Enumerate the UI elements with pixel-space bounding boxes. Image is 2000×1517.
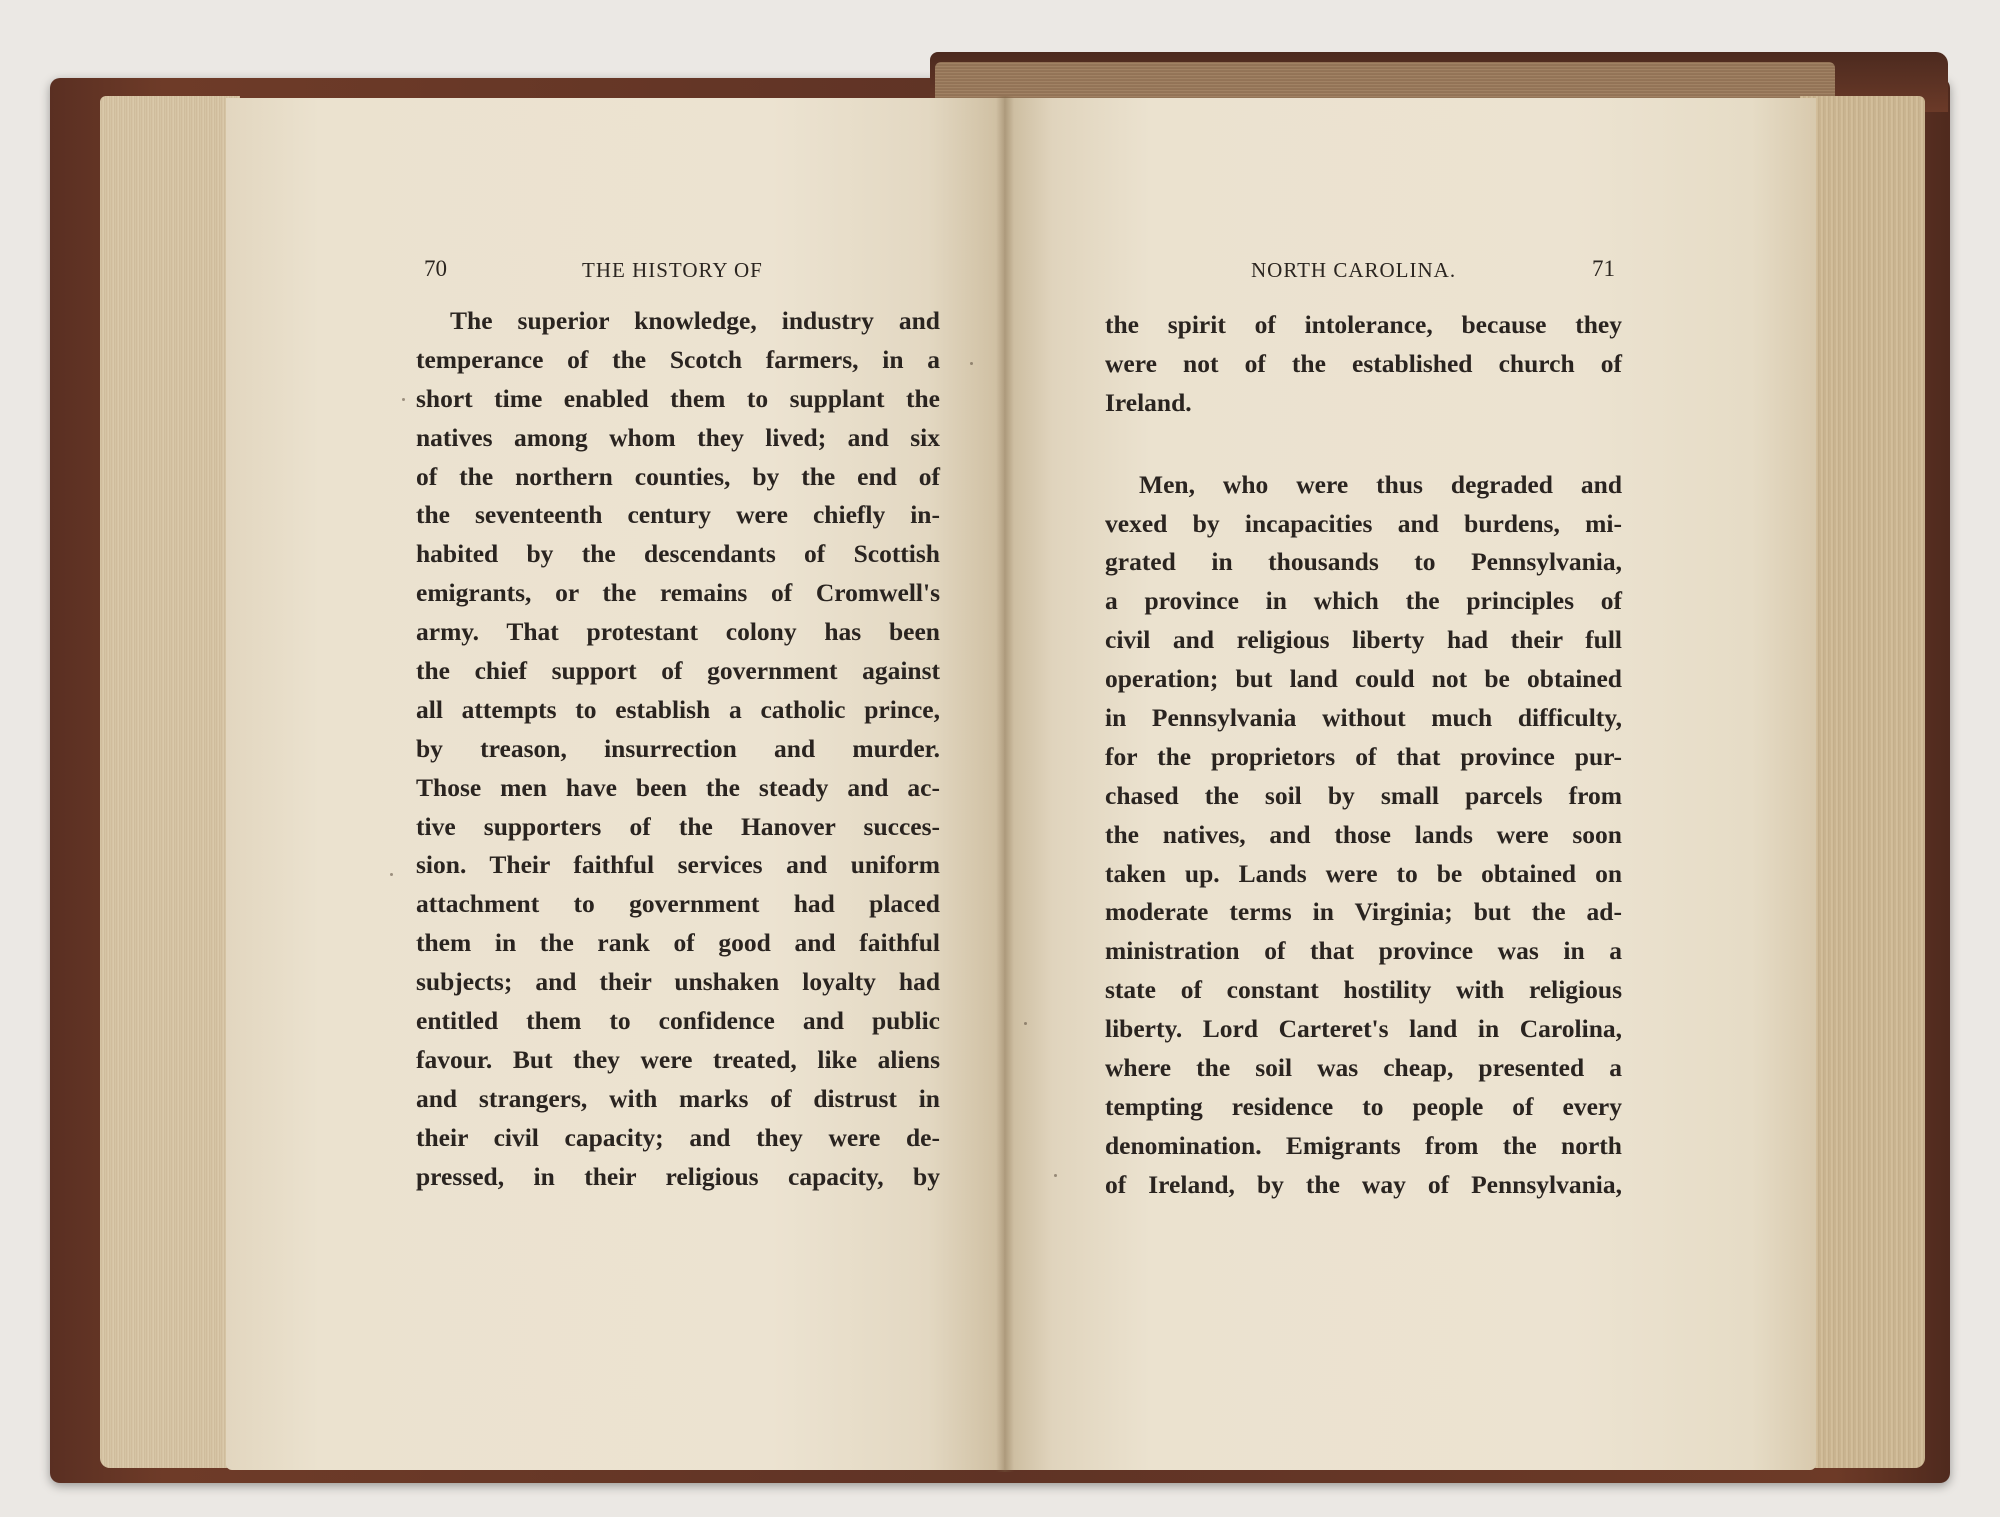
text-line: ministration of that province was in a — [1105, 936, 1622, 966]
text-line: taken up. Lands were to be obtained on — [1105, 858, 1622, 888]
right-running-head: NORTH CAROLINA. — [1251, 258, 1457, 282]
text-line: attachment to government had placed — [416, 889, 940, 919]
paper-speck — [1054, 1174, 1057, 1177]
text-line: Ireland. — [1105, 387, 1192, 417]
text-line: short time enabled them to supplant the — [416, 383, 940, 413]
right-page-number: 71 — [1592, 256, 1615, 281]
text-line: Those men have been the steady and ac- — [416, 772, 940, 802]
text-line: and strangers, with marks of distrust in — [416, 1083, 940, 1113]
text-line: the natives, and those lands were soon — [1105, 819, 1622, 849]
text-line: where the soil was cheap, presented a — [1105, 1053, 1622, 1083]
text-line: chased the soil by small parcels from — [1105, 780, 1622, 810]
text-line: state of constant hostility with religious — [1105, 975, 1622, 1005]
text-line: denomination. Emigrants from the north — [1105, 1130, 1622, 1160]
text-line: army. That protestant colony has been — [416, 617, 940, 647]
text-line: emigrants, or the remains of Cromwell's — [416, 578, 940, 608]
paragraph-break — [1105, 423, 1622, 466]
text-line: liberty. Lord Carteret's land in Carolina, — [1105, 1014, 1622, 1044]
text-line: pressed, in their religious capacity, by — [416, 1161, 940, 1191]
paper-speck — [402, 398, 405, 401]
text-line: in Pennsylvania without much difficulty, — [1105, 703, 1622, 733]
left-page-text — [416, 302, 940, 1196]
paper-speck — [970, 362, 973, 365]
right-paragraph-1 — [1105, 306, 1622, 423]
text-line: them in the rank of good and faithful — [416, 928, 940, 958]
text-line: the spirit of intolerance, because they — [1105, 310, 1622, 339]
text-line: habited by the descendants of Scottish — [416, 539, 940, 569]
text-line: by treason, insurrection and murder. — [416, 733, 940, 763]
right-paragraph-2 — [1105, 466, 1622, 1205]
left-page-number: 70 — [424, 256, 447, 281]
text-line: temperance of the Scotch farmers, in a — [416, 344, 940, 374]
text-line: grated in thousands to Pennsylvania, — [1105, 547, 1622, 577]
right-page-text — [1105, 306, 1622, 1205]
text-line: entitled them to confidence and public — [416, 1006, 940, 1036]
left-page-edges — [100, 96, 240, 1468]
text-line: of Ireland, by the way of Pennsylvania, — [1105, 1169, 1622, 1199]
text-line: a province in which the principles of — [1105, 586, 1622, 616]
text-line: Men, who were thus degraded and — [1139, 469, 1622, 499]
text-line: natives among whom they lived; and six — [416, 422, 940, 452]
left-running-head: THE HISTORY OF — [582, 258, 763, 282]
text-line: favour. But they were treated, like aliens — [416, 1044, 940, 1074]
text-line: sion. Their faithful services and uniform — [416, 850, 940, 880]
text-line: vexed by incapacities and burdens, mi- — [1105, 508, 1622, 538]
text-line: subjects; and their unshaken loyalty had — [416, 967, 940, 997]
paper-speck — [1024, 1022, 1027, 1025]
text-line: were not of the established church of — [1105, 348, 1622, 378]
paper-speck — [390, 873, 393, 876]
text-line: the chief support of government against — [416, 656, 940, 686]
text-line: civil and religious liberty had their full — [1105, 625, 1622, 655]
text-line: moderate terms in Virginia; but the ad- — [1105, 897, 1622, 927]
text-line: of the northern counties, by the end of — [416, 461, 940, 491]
text-line: The superior knowledge, industry and — [450, 306, 940, 335]
text-line: all attempts to establish a catholic prince, — [416, 694, 940, 724]
text-line: tempting residence to people of every — [1105, 1091, 1622, 1121]
text-line: operation; but land could not be obtained — [1105, 664, 1622, 694]
book-gutter — [996, 96, 1014, 1472]
text-line: the seventeenth century were chiefly in- — [416, 500, 940, 530]
right-page-edges — [1800, 96, 1925, 1468]
text-line: for the proprietors of that province pur- — [1105, 741, 1622, 771]
text-line: tive supporters of the Hanover succes- — [416, 811, 940, 841]
text-line: their civil capacity; and they were de- — [416, 1122, 940, 1152]
